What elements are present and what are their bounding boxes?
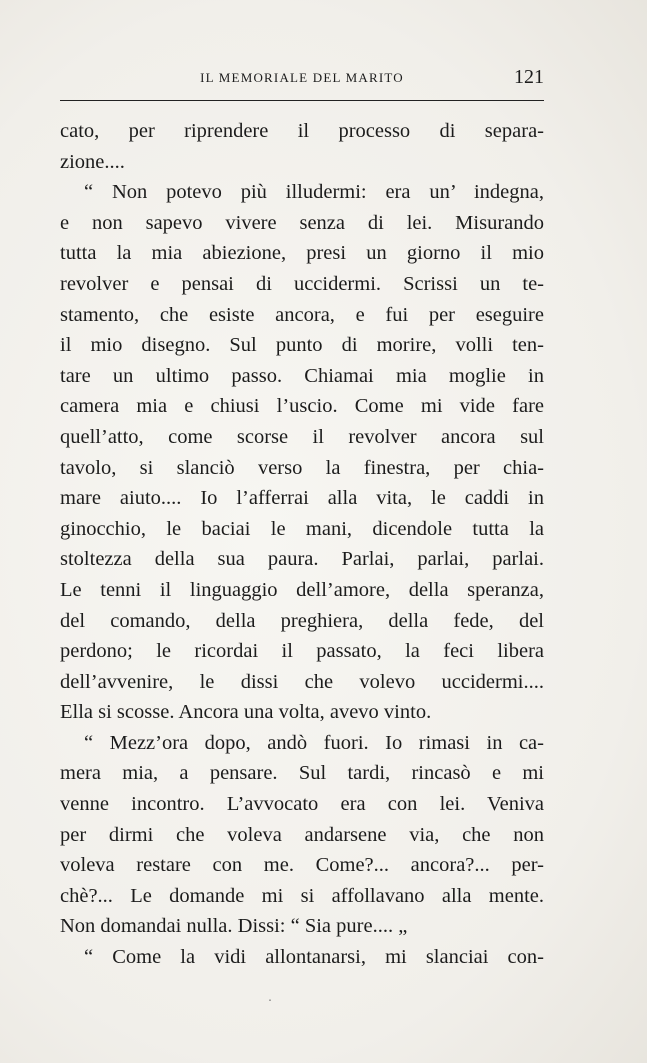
text-line: per dirmi che voleva andarsene via, che non <box>60 823 544 846</box>
text-line: camera mia e chiusi l’uscio. Come mi vide fare <box>60 395 544 418</box>
header-rule <box>60 100 544 101</box>
text-line: mare aiuto.... Io l’afferrai alla vita, le caddi in <box>60 487 544 510</box>
text-line: “ Mezz’ora dopo, andò fuori. Io rimasi in ca- <box>84 731 544 754</box>
text-line: quell’atto, come scorse il revolver ancora sul <box>60 425 544 448</box>
text-line: zione.... <box>60 150 125 173</box>
text-line: voleva restare con me. Come?... ancora?... per- <box>60 854 544 877</box>
text-line: chè?... Le domande mi si affollavano alla mente. <box>60 884 544 907</box>
text-line: cato, per riprendere il processo di separa- <box>60 120 544 142</box>
printer-mark: ․ <box>268 990 273 1004</box>
text-line: del comando, della preghiera, della fede, del <box>60 609 544 632</box>
text-line: tutta la mia abiezione, presi un giorno il mio <box>60 242 544 265</box>
running-head <box>60 66 544 96</box>
text-line: Non domandai nulla. Dissi: “ Sia pure.... „ <box>60 915 408 938</box>
text-line: tavolo, si slanciò verso la finestra, per chia- <box>60 456 544 479</box>
text-line: ginocchio, le baciai le mani, dicendole tutta la <box>60 517 544 540</box>
text-line: venne incontro. L’avvocato era con lei. Veniva <box>60 793 544 816</box>
running-title: IL MEMORIALE DEL MARITO <box>200 70 404 85</box>
text-line: “ Come la vidi allontanarsi, mi slanciai con- <box>84 946 544 969</box>
text-line: Ella si scosse. Ancora una volta, avevo vinto. <box>60 701 432 724</box>
text-line: tare un ultimo passo. Chiamai mia moglie in <box>60 364 544 387</box>
page-number: 121 <box>514 66 544 88</box>
text-line: “ Non potevo più illudermi: era un’ indegna, <box>84 181 544 204</box>
text-line: mera mia, a pensare. Sul tardi, rincasò e mi <box>60 762 544 785</box>
text-line: perdono; le ricordai il passato, la feci libera <box>60 640 544 663</box>
text-line: stoltezza della sua paura. Parlai, parlai, parlai. <box>60 548 544 571</box>
text-line: il mio disegno. Sul punto di morire, volli ten- <box>60 334 544 357</box>
body-text <box>60 116 544 973</box>
text-line: revolver e pensai di uccidermi. Scrissi un te- <box>60 272 544 295</box>
text-line: dell’avvenire, le dissi che volevo uccidermi.... <box>60 670 544 693</box>
text-line: Le tenni il linguaggio dell’amore, della speranza, <box>60 578 544 601</box>
text-line: stamento, che esiste ancora, e fui per eseguire <box>60 303 544 326</box>
text-line: e non sapevo vivere senza di lei. Misurando <box>60 211 544 234</box>
